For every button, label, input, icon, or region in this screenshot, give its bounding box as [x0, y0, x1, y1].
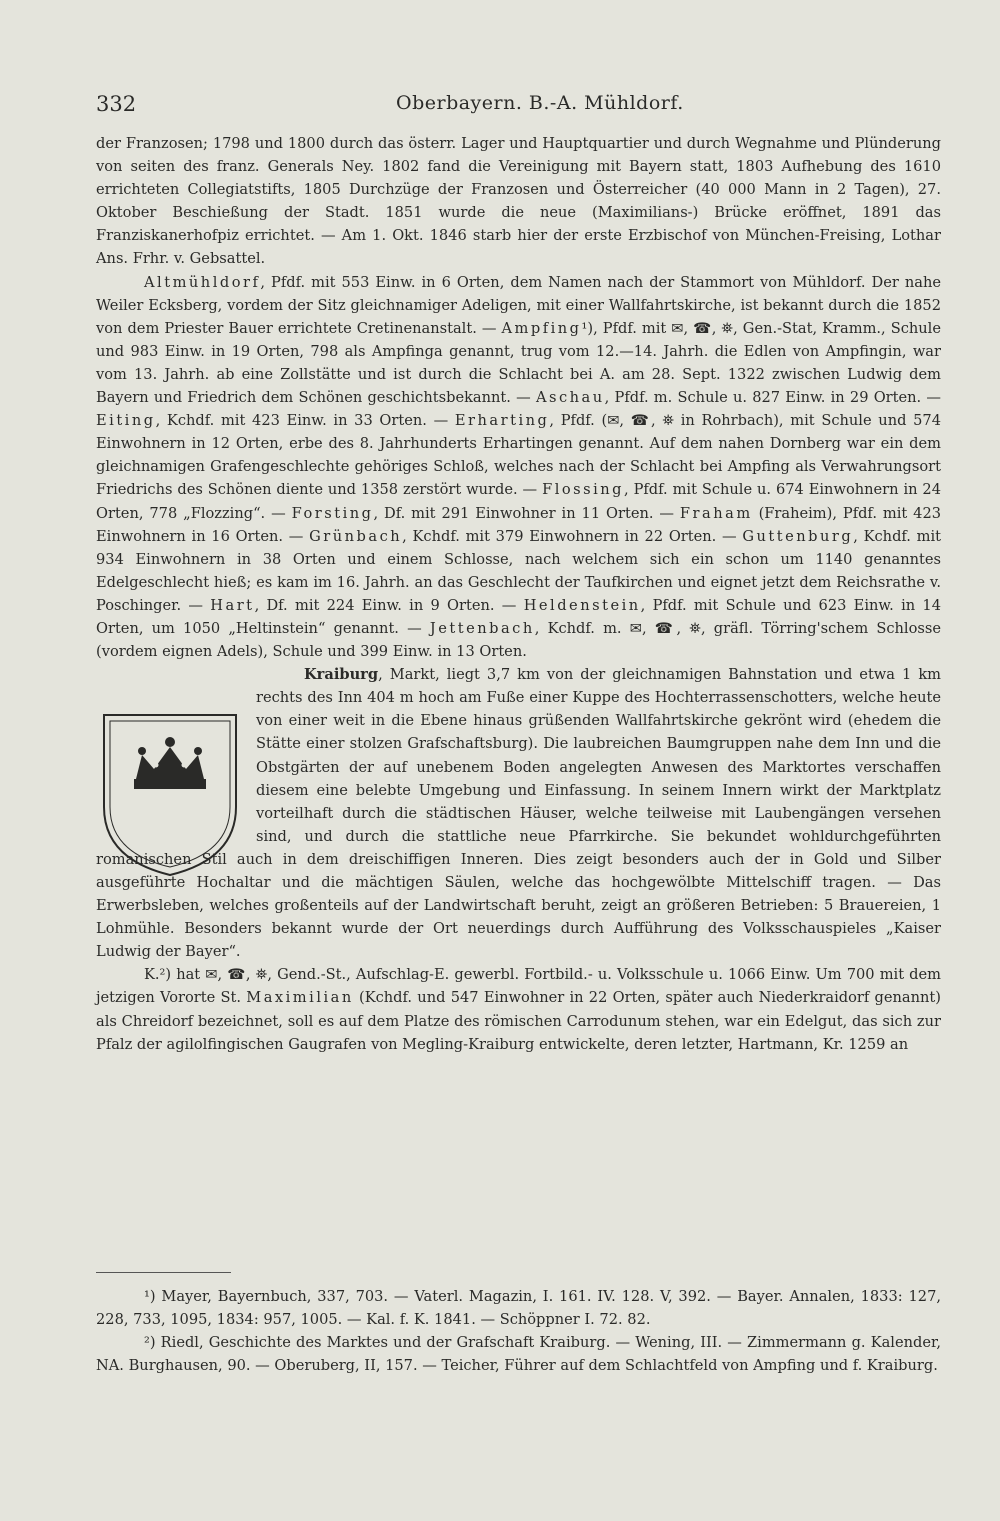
paragraph-text: , Pfdf. mit Schule und 623 Einw. in 14 Orten, um 1050 „Heltinstein“ genannt. — — [96, 596, 941, 637]
place-name: Fraham — [679, 504, 753, 522]
footnotes — [96, 1272, 941, 1377]
paragraph-kraiburg-history — [96, 963, 941, 1055]
paragraph-kraiburg — [96, 663, 941, 963]
paragraph-text: , Df. mit 291 Einwohner in 11 Orten. — — [373, 504, 680, 522]
paragraph-text: , Df. mit 224 Einw. in 9 Orten. — — [254, 596, 524, 614]
place-name: Altmühldorf — [144, 273, 261, 291]
paragraph-text: , Kchdf. mit 423 Einw. in 33 Orten. — — [155, 412, 455, 430]
footnote-1: ¹) Mayer, Bayernbuch, 337, 703. — Vaterl. Magazin, I. 161. IV. 128. V, 392. — Bayer. Annalen, 1833: 127, 228, 733, 1095, 1834: 957, 1005. — Kal. f. K. 1841. — Schöppner I. 72. 82. — [96, 1288, 941, 1329]
footnote-divider — [96, 1272, 231, 1273]
paragraph-history — [96, 132, 941, 271]
paragraph-text: (Fraheim), Pfdf. mit 423 Einwohnern in 16 Orten. — — [96, 504, 942, 545]
paragraph-text: K.²) hat ✉, ☎, ⛯, Gend.-St., Aufschlag-E. gewerbl. Fortbild.- u. Volksschule u. 1066 Einw. Um 700 mit dem jetzigen Vororte St. — [96, 966, 941, 1007]
paragraph-text: der Franzosen; 1798 und 1800 durch das österr. Lager und Hauptquartier und durch Wegnahme und Plünderung von seiten des franz. Generals Ney. 1802 fand die Vereinigung mit Bayern statt, 1803 Aufhebung des 1610 errichteten Collegiatstifts, 1805 Durchzüge der Franzosen und Österreicher (40 000 Mann in 2 Tagen), 27. Oktober Beschießung der Stadt. 1851 wurde die neue (Maximilians-) Brücke eröffnet, 1891 das Franziskanerhofpiz errichtet. — Am 1. Okt. 1846 starb hier der erste Erzbischof von München-Freising, Lothar Ans. Frhr. v. Gebsattel. — [96, 135, 941, 268]
place-name: Erharting — [454, 412, 550, 430]
place-name: Flossing — [542, 481, 625, 499]
main-text — [96, 132, 941, 1056]
paragraph-text: (Kchdf. und 547 Einwohner in 22 Orten, später auch Niederkraidorf genannt) als Chreidorf bezeichnet, soll es auf dem Platze des römischen Carrodunum stehen, war ein Edelgut, das sich zur Pfalz der agilolfingischen Gaugrafen von Megling-Kraiburg entwickelte, deren letzter, Hartmann, Kr. 1259 an — [96, 989, 941, 1053]
place-name: Ampfing — [501, 319, 582, 337]
paragraph-text: , Pfdf. (✉, ☎, ⛯ in Rohrbach), mit Schule und 574 Einwohnern in 12 Orten, erbe des 8. Jahrhunderts Erhartingen genannt. Auf dem nahen Dornberg war ein dem gleichnamigen Grafengeschlechte gehöriges Schloß, welches nach der Schlacht bei Ampfing als Verwahrungsort Friedrichs des Schönen diente und 1358 zerstört wurde. — — [96, 412, 942, 499]
coat-of-arms-crown-icon — [96, 709, 244, 879]
paragraph-text: , Pfdf. mit Schule u. 674 Einwohnern in 24 Orten, 778 „Flozzing“. — — [96, 481, 941, 522]
place-name-kraiburg: Kraiburg — [304, 666, 379, 684]
place-name: Aschau — [535, 389, 605, 407]
paragraph-text: , Markt, liegt 3,7 km von der gleichnamigen Bahnstation und etwa 1 km rechts des Inn 404 m hoch am Fuße einer Kuppe des Hochterrassenschotters, welche heute von einer weit in die Ebene hinaus grüßenden Wallfahrtskirche gekrönt wird (ehedem die Stätte einer stolzen Grafschaftsburg). Die laubreichen Baumgruppen nahe dem Inn und die Obstgärten der auf unebenem Boden angelegten Anwesen des Marktortes verschaffen diesem eine belebte Umgebung und Einfassung. In seinem Innern wirkt der Marktplatz vorteilhaft durch die städtischen Häuser, welche teilweise mit Laubengängen versehen sind, und durch die stattliche neue Pfarrkirche. Sie bekundet wohldurchgeführten romanischen Stil auch in dem dreischiffigen Inneren. Dies zeigt besonders auch der in Gold und Silber ausgeführte Hochaltar und die mächtigen Säulen, welche das hochgewölbte Mittelschiff tragen. — Das Erwerbsleben, welches großenteils auf der Landwirtschaft beruht, zeigt an größeren Betrieben: 5 Brauereien, 1 Lohmühle. Besonders bekannt wurde der Ort neuerdings durch Aufführung des Volksschauspieles „Kaiser Ludwig der Bayer“. — [96, 666, 941, 961]
place-name: Guttenburg — [742, 527, 854, 545]
paragraph-text: ¹), Pfdf. mit ✉, ☎, ⛯, Gen.-Stat, Kramm., Schule und 983 Einw. in 19 Orten, 798 als Ampfinga genannt, trug vom 12.—14. Jahrh. die Edlen von Ampfingin, war vom 13. Jahrh. ab eine Zollstätte und ist durch die Schlacht bei A. am 28. Sept. 1322 zwischen Ludwig dem Bayern und Friedrich dem Schönen geschichtsbekannt. — — [96, 319, 941, 407]
paragraph-text: , Kchdf. m. ✉, ☎, ⛯, gräfl. Törring'schem Schlosse (vordem eignen Adels), Schule und 399 Einw. in 13 Orten. — [96, 619, 941, 661]
page-number: 332 — [96, 92, 137, 116]
paragraph-text: , Kchdf. mit 379 Einwohnern in 22 Orten. — — [402, 527, 743, 545]
place-name: Eiting — [96, 412, 156, 430]
place-name: Forsting — [291, 504, 374, 522]
running-title: Oberbayern. B.-A. Mühldorf. — [396, 92, 684, 114]
page-header — [96, 92, 941, 122]
footnote-2: ²) Riedl, Geschichte des Marktes und der Grafschaft Kraiburg. — Wening, III. — Zimmermann g. Kalender, NA. Burghausen, 90. — Oberuberg, II, 157. — Teicher, Führer auf dem Schlachtfeld von Ampfing und f. Kraiburg. — [96, 1334, 941, 1375]
paragraph-text: , Kchdf. mit 934 Einwohnern in 38 Orten und einem Schlosse, nach welchem sich ein schon um 1140 genanntes Edelgeschlecht hieß; es kam im 16. Jahrh. an das Geschlecht der Taufkirchen und eignet jetzt dem Reichsrathe v. Poschinger. — — [96, 527, 942, 614]
paragraph-text: , Pfdf. m. Schule u. 827 Einw. in 29 Orten. — — [604, 389, 941, 407]
paragraph-villages — [96, 271, 941, 664]
place-name: Grünbach — [309, 527, 403, 545]
paragraph-text: , Pfdf. mit 553 Einw. in 6 Orten, dem Namen nach der Stammort von Mühldorf. Der nahe Weiler Ecksberg, vordem der Sitz gleichnamiger Adeligen, mit einer Wallfahrtskirche, ist bekannt durch die 1852 von dem Priester Bauer errichtete Cretinenanstalt. — — [96, 273, 941, 337]
place-name: Jettenbach — [429, 619, 535, 637]
place-name: Heldenstein — [523, 596, 641, 614]
place-name: Hart — [210, 596, 255, 614]
place-name: Maximilian — [246, 989, 354, 1007]
